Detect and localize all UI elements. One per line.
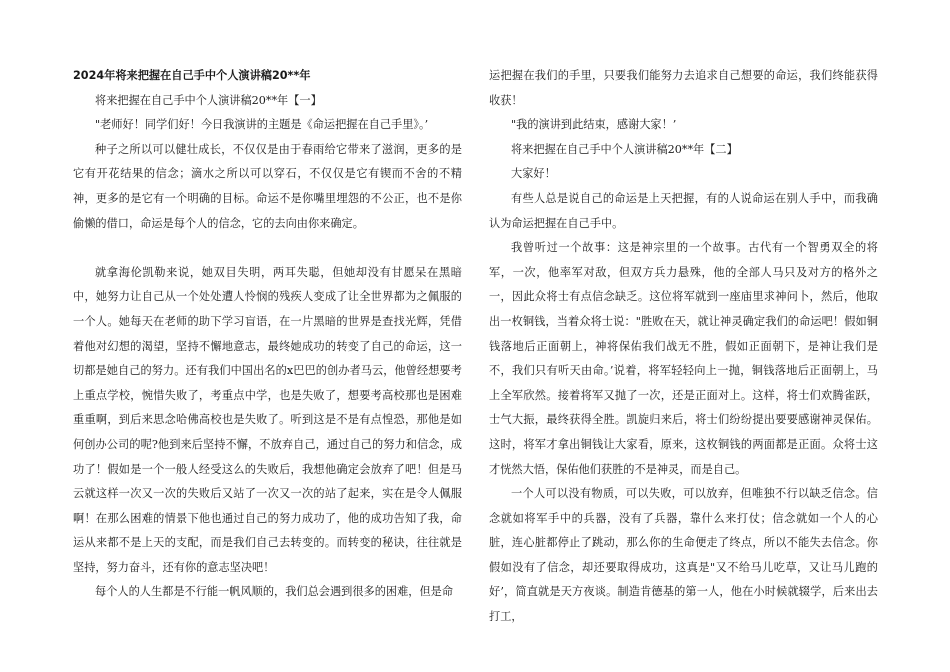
paragraph: "我的演讲到此结束，感谢大家！’ — [511, 118, 677, 132]
document-title: 2024年将来把握在自己手中个人演讲稿20**年 — [73, 69, 311, 82]
paragraph: 就拿海伦凯勒来说，她双目失明，两耳失聪，但她却没有甘愿呆在黑暗中，她努力让自己从一个处处遭人怜悯的残疾人变成了让全世界都为之佩服的一个人。她每天在老师的助下学习盲语，在一片黑暗的世界是查找光辉，凭借着他对幻想的渴望，坚持不懈地意志，最终她成功的转变了自己的命运，这一切都是她自己的努力。还有我们中国出名的x巴巴的创办者马云，他曾经想要考上重点学校，惋惜失败了，考重点中学，也是失败了，想要考高校那也是困难重重啊，到后来思念哈佛高校也是失败了。听到这是不是有点惶恐，那他是如何创办公司的呢?他到来后坚持不懈，不放弃自己，通过自己的努力和信念，成功了！假如是一个一般人经受这么的失败后，我想他确定会放弃了吧！但是马云就这样一次又一次的失败后又站了一次又一次的站了起来，实在是令人佩服啊！在那么困难的情景下他也通过自己的努力成功了，他的成功告知了我，命运从来都不是上天的支配，而是我们自己去转变的。而转变的秘诀，往往就是坚持，努力奋斗，还有你的意志坚决吧！ — [73, 265, 462, 574]
paragraph-continuation: 运把握在我们的手里，只要我们能努力去追求自己想要的命运，我们终能获得收获！ — [489, 69, 878, 107]
speech-heading-one: 将来把握在自己手中个人演讲稿20**年【一】 — [95, 93, 322, 107]
greeting: 大家好！ — [511, 167, 556, 181]
paragraph: "老师好！同学们好！今日我演讲的主题是《命运把握在自己手里》。’ — [95, 118, 429, 132]
paragraph: 有些人总是说自己的命运是上天把握，有的人说命运在别人手中，而我确认为命运把握在自己手中。 — [489, 191, 878, 230]
speech-heading-two: 将来把握在自己手中个人演讲稿20**年【二】 — [511, 142, 738, 156]
left-column — [73, 64, 462, 605]
paragraph: 每个人的人生都是不行能一帆风顺的，我们总会遇到很多的困难，但是命 — [95, 585, 454, 599]
right-column — [489, 64, 878, 630]
paragraph: 一个人可以没有物质，可以失败，可以放弃，但唯独不行以缺乏信念。信念就如将军手中的兵器，没有了兵器，靠什么来打仗；信念就如一个人的心脏，连心脏都停止了跳动，那么你的生命便走了终点，所以不能失去信念。你假如没有了信念，却还要取得成功，这真是"又不给马儿吃草，又让马儿跑的好’，简直就是天方夜谈。制造肯德基的第一人，他在小时候就辍学，后来出去打工， — [489, 487, 878, 624]
paragraph-gap — [73, 236, 462, 261]
paragraph: 我曾听过一个故事：这是神宗里的一个故事。古代有一个智勇双全的将军，一次，他率军对敌，但双方兵力悬殊，他的全部人马只及对方的格外之一，因此众将士有点信念缺乏。这位将军就到一座庙里求神问卜，然后，他取出一枚铜钱，当着众将士说："胜败在天，就让神灵确定我们的命运吧！假如铜钱落地后正面朝上，神将保佑我们战无不胜，假如正面朝下，是神让我们是不，我们只有听天由命。’说着，将军轻轻向上一抛，铜钱落地后正面朝上，马上全军欣然。接着将军又抛了一次，还是正面对上。这样，将士们欢腾雀跃，士气大振，最终获得全胜。凯旋归来后，将士们纷纷提出要要感谢神灵保佑。这时，将军才拿出铜钱让大家看，原来，这枚铜钱的两面都是正面。众将士这才恍然大悟，保佑他们获胜的不是神灵，而是自己。 — [489, 241, 878, 476]
paragraph: 种子之所以可以健壮成长，不仅仅是由于春雨给它带来了滋润，更多的是它有开花结果的信念；滴水之所以可以穿石，不仅仅是它有锲而不舍的不精神，更多的是它有一个明确的目标。命运不是你嘴里埋怨的不公正，也不是你偷懒的借口，命运是每个人的信念，它的去向由你来确定。 — [73, 142, 462, 230]
